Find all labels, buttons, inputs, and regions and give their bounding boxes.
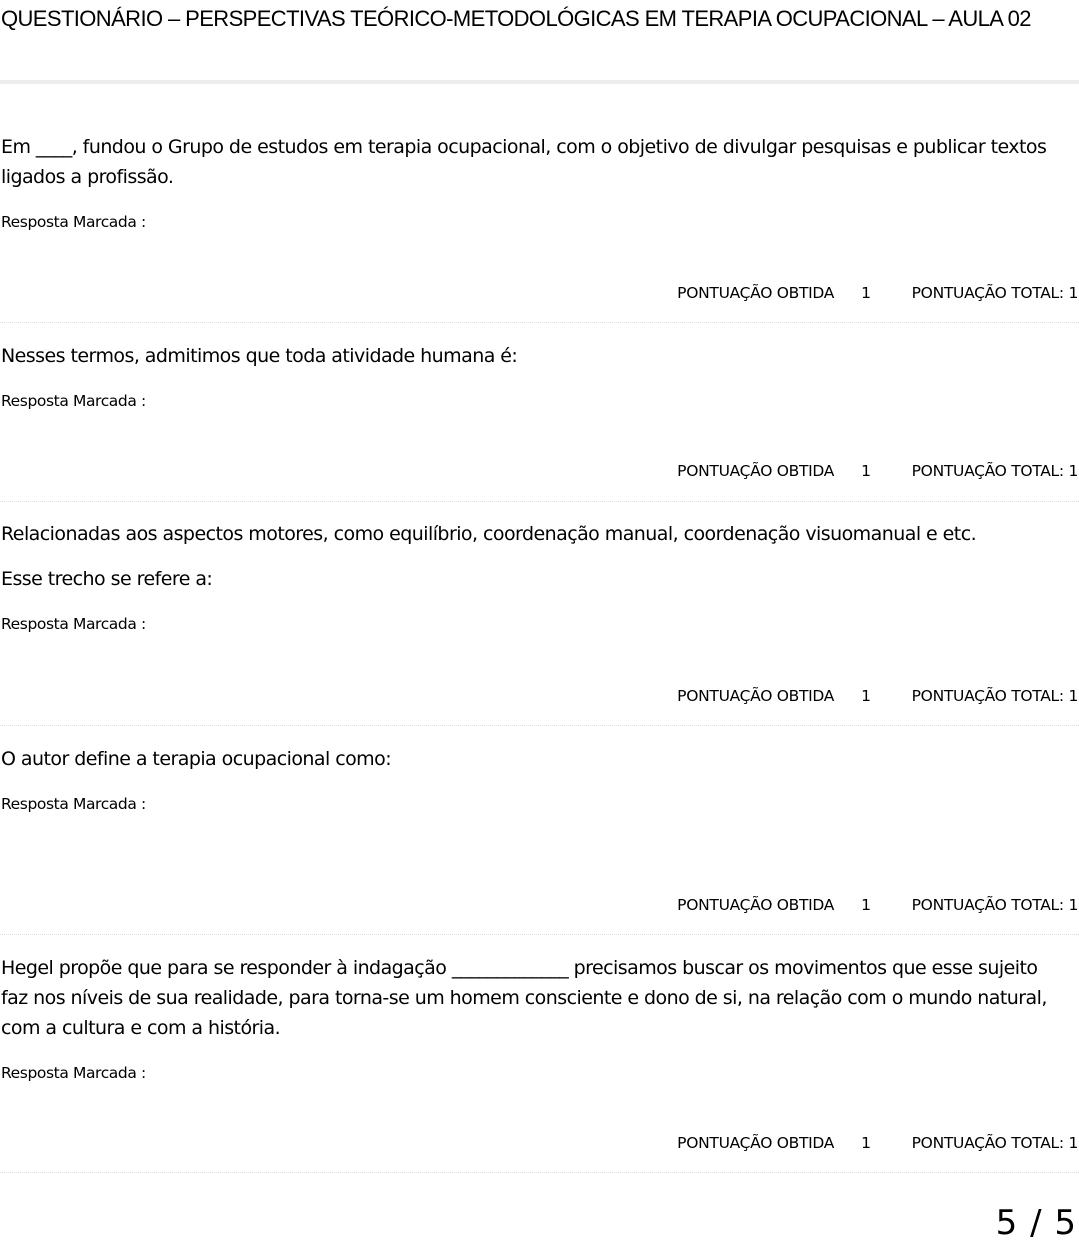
answer-marked-label: Resposta Marcada : <box>1 615 146 633</box>
score-total-value: 1 <box>1068 284 1078 302</box>
score-obtained-label: PONTUAÇÃO OBTIDA <box>677 284 835 302</box>
page-title: QUESTIONÁRIO – PERSPECTIVAS TEÓRICO-METODOLÓGICAS EM TERAPIA OCUPACIONAL – AULA 02 <box>1 6 1031 31</box>
score-total-value: 1 <box>1068 896 1078 914</box>
score-row <box>677 686 1078 706</box>
score-row <box>677 461 1078 481</box>
score-obtained-value: 1 <box>861 462 871 480</box>
page-counter: 5 / 5 <box>995 1203 1077 1243</box>
question-subtext: Esse trecho se refere a: <box>1 568 213 590</box>
score-total-label: PONTUAÇÃO TOTAL: <box>911 1134 1064 1152</box>
answer-marked-label: Resposta Marcada : <box>1 213 146 231</box>
question-divider <box>0 725 1079 726</box>
answer-marked-label: Resposta Marcada : <box>1 1064 146 1082</box>
question-divider <box>0 1172 1079 1173</box>
question-divider <box>0 934 1079 935</box>
score-obtained-value: 1 <box>861 284 871 302</box>
score-obtained-label: PONTUAÇÃO OBTIDA <box>677 896 835 914</box>
score-obtained-value: 1 <box>861 1134 871 1152</box>
score-obtained-label: PONTUAÇÃO OBTIDA <box>677 462 835 480</box>
score-total-value: 1 <box>1068 462 1078 480</box>
score-total-value: 1 <box>1068 1134 1078 1152</box>
score-row <box>677 1133 1078 1153</box>
answer-marked-label: Resposta Marcada : <box>1 795 146 813</box>
score-row <box>677 283 1078 303</box>
score-row <box>677 895 1078 915</box>
question-divider <box>0 322 1079 323</box>
score-total-label: PONTUAÇÃO TOTAL: <box>911 896 1064 914</box>
score-obtained-value: 1 <box>861 896 871 914</box>
question-divider <box>0 501 1079 502</box>
question-text: Relacionadas aos aspectos motores, como equilíbrio, coordenação manual, coordenação visuomanual e etc. <box>1 523 977 545</box>
score-total-label: PONTUAÇÃO TOTAL: <box>911 462 1064 480</box>
score-total-label: PONTUAÇÃO TOTAL: <box>911 284 1064 302</box>
answer-marked-label: Resposta Marcada : <box>1 392 146 410</box>
score-obtained-value: 1 <box>861 687 871 705</box>
score-total-value: 1 <box>1068 687 1078 705</box>
score-obtained-label: PONTUAÇÃO OBTIDA <box>677 1134 835 1152</box>
question-text: Em ____, fundou o Grupo de estudos em terapia ocupacional, com o objetivo de divulgar pesquisas e publicar textos ligados a profissão. <box>1 136 1047 188</box>
title-divider <box>0 80 1079 84</box>
question-text: Hegel propõe que para se responder à indagação _____________ precisamos buscar os movimentos que esse sujeito faz nos níveis de sua realidade, para torna-se um homem consciente e dono de si, na relação com o mundo natural, com a cultura e com a história. <box>1 957 1047 1039</box>
score-obtained-label: PONTUAÇÃO OBTIDA <box>677 687 835 705</box>
question-text: O autor define a terapia ocupacional como: <box>1 748 392 770</box>
question-text: Nesses termos, admitimos que toda atividade humana é: <box>1 345 518 367</box>
score-total-label: PONTUAÇÃO TOTAL: <box>911 687 1064 705</box>
